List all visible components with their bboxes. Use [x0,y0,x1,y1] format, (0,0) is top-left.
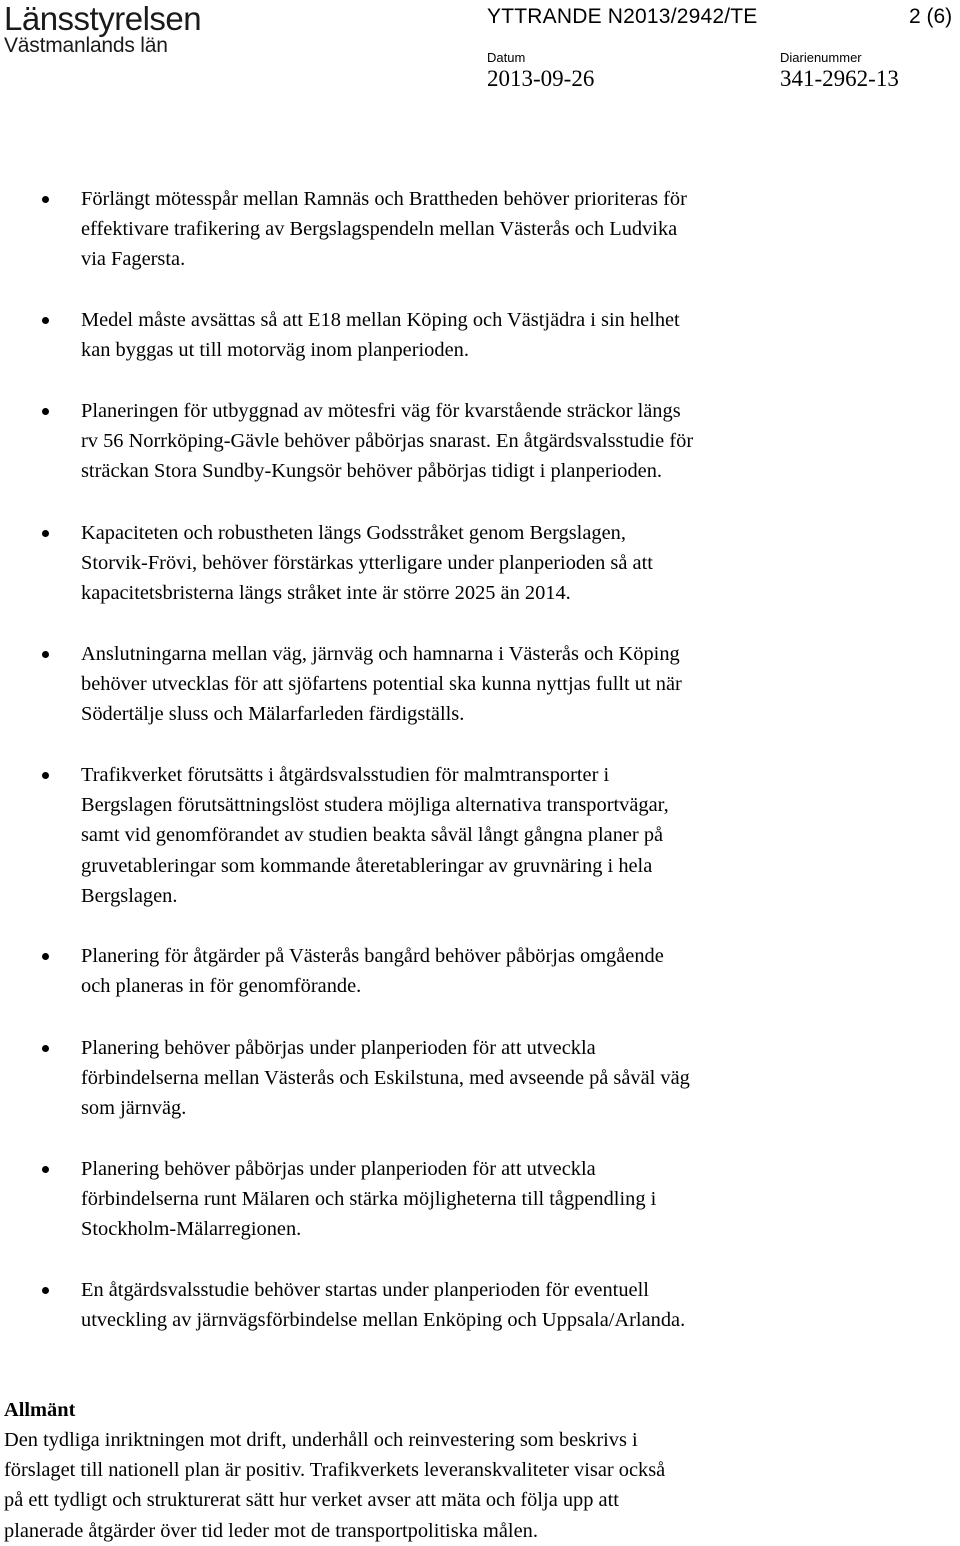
list-item: Planering behöver påbörjas under planperioden för att utveckla förbindelserna mellan Västerås och Eskilstuna, med avseende på såväl väg som järnväg. [81,1037,690,1120]
list-item: Förlängt mötesspår mellan Ramnäs och Brattheden behöver prioriteras för effektivare trafikering av Bergslagspendeln mellan Västerås och Ludvika via Fagersta. [81,188,687,271]
bullet-icon [42,1287,49,1294]
bullet-icon [42,772,49,779]
bullet-icon [42,196,49,203]
agency-logo [4,2,201,56]
logo-county-name: Västmanlands län [4,34,168,57]
logo-agency-name: Länsstyrelsen [4,0,202,37]
date-value: 2013-09-26 [487,66,595,91]
list-item: Planering behöver påbörjas under planperioden för att utveckla förbindelserna runt Mälaren och stärka möjligheterna till tågpendling i Stockholm-Mälarregionen. [81,1158,657,1241]
bullet-icon [42,408,49,415]
section-paragraph: Den tydliga inriktningen mot drift, underhåll och reinvestering som beskrivs i förslaget till nationell plan är positiv. Trafikverkets leveranskvaliteter visar också på ett tydligt och strukturerat sätt hur verket avser att mäta och följa upp att planerade åtgärder över tid leder mot de transportpolitiska målen. [4,1429,666,1542]
bullet-icon [42,953,49,960]
bullet-icon [42,651,49,658]
section-heading: Allmänt [4,1399,76,1421]
registration-number-label: Diarienummer [780,50,862,65]
bullet-icon [42,317,49,324]
bullet-icon [42,1166,49,1173]
list-item: Planeringen för utbyggnad av mötesfri väg för kvarstående sträckor längs rv 56 Norrköping-Gävle behöver påbörjas snarast. En åtgärdsvalsstudie för sträckan Stora Sundby-Kungsör behöver påbörjas tidigt i planperioden. [81,400,694,483]
list-item: En åtgärdsvalsstudie behöver startas under planperioden för eventuell utveckling av järnvägsförbindelse mellan Enköping och Uppsala/Arlanda. [81,1279,686,1332]
list-item: Kapaciteten och robustheten längs Godsstråket genom Bergslagen, Storvik-Frövi, behöver förstärkas ytterligare under planperioden så att kapacitetsbristerna längs stråket inte är större 2025 än 2014. [81,522,653,605]
date-label: Datum [487,50,526,65]
document-reference: YTTRANDE N2013/2942/TE [487,5,758,28]
list-item: Anslutningarna mellan väg, järnväg och hamnarna i Västerås och Köping behöver utvecklas för att sjöfartens potential ska kunna nyttjas fullt ut när Södertälje sluss och Mälarfarleden färdigställs. [81,643,682,726]
bullet-icon [42,530,49,537]
list-item: Medel måste avsättas så att E18 mellan Köping och Västjädra i sin helhet kan byggas ut till motorväg inom planperioden. [81,309,680,362]
registration-number-value: 341-2962-13 [780,66,899,91]
page-number: 2 (6) [909,5,953,28]
list-item: Planering för åtgärder på Västerås bangård behöver påbörjas omgående och planeras in för genomförande. [81,945,664,998]
list-item: Trafikverket förutsätts i åtgärdsvalsstudien för malmtransporter i Bergslagen förutsättningslöst studera möjliga alternativa transportvägar, samt vid genomförandet av studien beakta såväl långt gångna planer på gruvetableringar som kommande återetableringar av gruvnäring i hela Bergslagen. [81,764,669,907]
bullet-icon [42,1045,49,1052]
